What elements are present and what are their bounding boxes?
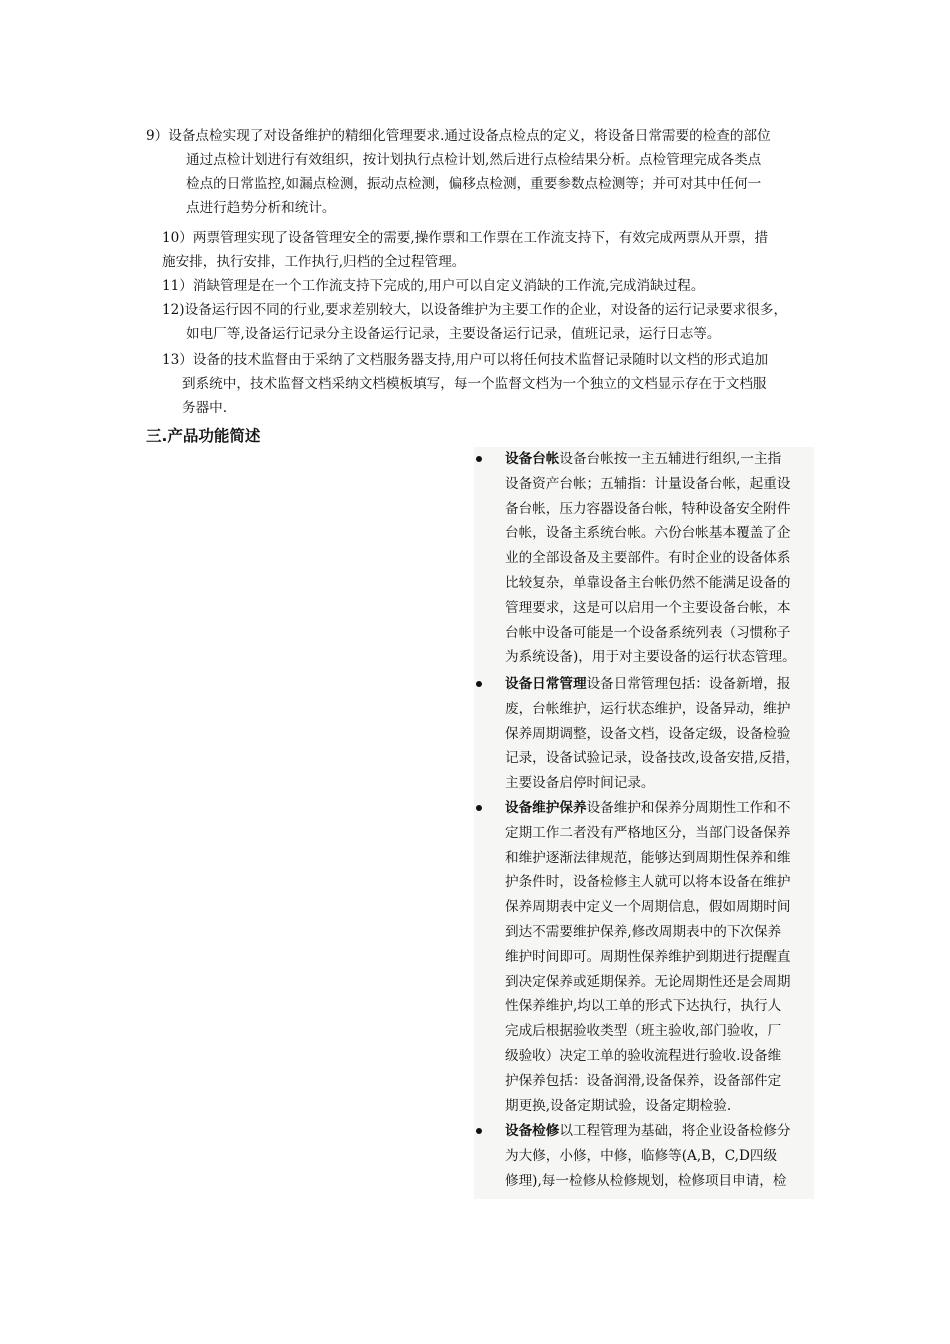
paragraph-13 [162, 348, 822, 420]
text-line: 12)设备运行因不同的行业,要求差别较大，以设备维护为主要工作的企业，对设备的运行记录要求很多， [162, 302, 788, 318]
feature-text: 维护时间即可。周期性保养维护到期进行提醒直 [505, 948, 791, 965]
feature-text: 性保养维护,均以工单的形式下达执行，执行人 [505, 998, 782, 1015]
text-line: 到系统中，技术监督文档采纳文档模板填写，每一个监督文档为一个独立的文档显示存在于文档服 [182, 376, 767, 392]
feature-title: 设备台帐 [505, 451, 560, 467]
bullet-icon [476, 456, 482, 462]
feature-text: 完成后根据验收类型（班主验收,部门验收，厂 [505, 1023, 782, 1040]
feature-title: 设备日常管理 [505, 676, 587, 692]
feature-item-equipment-ledger [474, 447, 814, 670]
feature-text: 和维护逐渐法律规范，能够达到周期性保养和维 [505, 849, 791, 866]
feature-text: 定期工作二者没有严格地区分，当部门设备保养 [505, 824, 791, 841]
feature-text: 业的全部设备及主要部件。有时企业的设备体系 [505, 550, 791, 567]
feature-list [474, 447, 814, 1199]
paragraph-9 [146, 124, 816, 220]
text-line: 点进行趋势分析和统计。 [186, 200, 336, 216]
paragraph-11 [162, 274, 822, 298]
feature-text: 保养周期表中定义一个周期信息，假如周期时间 [505, 899, 791, 916]
text-line: 务器中. [182, 400, 228, 416]
bullet-icon [476, 1128, 482, 1134]
feature-text: 以工程管理为基础，将企业设备检修分 [559, 1123, 791, 1139]
text-line: 11）消缺管理是在一个工作流支持下完成的,用户可以自定义消缺的工作流,完成消缺过程。 [162, 278, 705, 294]
feature-text: 保养周期调整，设备文档，设备定级，设备检验 [505, 725, 791, 742]
text-line: 检点的日常监控,如漏点检测，振动点检测，偏移点检测，重要参数点检测等；并可对其中任何一 [186, 176, 762, 192]
feature-text: 设备台帐按一主五辅进行组织,一主指 [559, 451, 782, 467]
feature-text: 备台帐，压力容器设备台帐，特种设备安全附件 [505, 500, 791, 517]
section-heading: 三.产品功能简述 [146, 427, 261, 445]
bullet-icon [476, 805, 482, 811]
feature-text: 设备维护和保养分周期性工作和不 [586, 800, 791, 816]
text-line: 施安排，执行安排，工作执行,归档的全过程管理。 [162, 254, 466, 270]
feature-text: 记录，设备试验记录，设备技改,设备安措,反措， [505, 750, 800, 767]
feature-text: 主要设备启停时间记录。 [505, 775, 655, 792]
feature-text: 为系统设备)，用于对主要设备的运行状态管理。 [505, 649, 796, 666]
feature-text: 期更换,设备定期试验，设备定期检验. [505, 1097, 732, 1114]
feature-text: 台帐，设备主系统台帐。六份台帐基本覆盖了企 [505, 525, 791, 542]
feature-text: 设备日常管理包括：设备新增，报 [586, 676, 791, 692]
text-line: 13）设备的技术监督由于采纳了文档服务器支持,用户可以将任何技术监督记录随时以文档的形式追加 [162, 352, 769, 368]
feature-text: 修理),每一检修从检修规划，检修项目申请，检 [505, 1172, 787, 1189]
feature-text: 台帐中设备可能是一个设备系统列表（习惯称子 [505, 624, 791, 641]
feature-text: 管理要求，这是可以启用一个主要设备台帐，本 [505, 599, 791, 616]
feature-text: 比较复杂，单靠设备主台帐仍然不能满足设备的 [505, 574, 791, 591]
feature-item-daily-management [474, 672, 814, 796]
feature-text: 到决定保养或延期保养。无论周期性还是会周期 [505, 973, 791, 990]
feature-title: 设备检修 [505, 1123, 560, 1139]
feature-text: 护保养包括：设备润滑,设备保养，设备部件定 [505, 1072, 782, 1089]
text-line: 如电厂等,设备运行记录分主设备运行记录，主要设备运行记录，值班记录，运行日志等。 [186, 326, 721, 342]
text-line: 10）两票管理实现了设备管理安全的需要,操作票和工作票在工作流支持下，有效完成两票从开票，措 [162, 230, 769, 246]
bullet-icon [476, 681, 482, 687]
feature-text: 设备资产台帐；五辅指：计量设备台帐，起重设 [505, 475, 791, 492]
feature-text: 护条件时，设备检修主人就可以将本设备在维护 [505, 874, 791, 891]
paragraph-12 [162, 298, 822, 346]
feature-title: 设备维护保养 [505, 800, 587, 816]
text-line: 9）设备点检实现了对设备维护的精细化管理要求.通过设备点检点的定义，将设备日常需要的检查的部位 [146, 128, 771, 144]
paragraph-10 [162, 226, 822, 274]
feature-text: 为大修，小修，中修，临修等(A,B，C,D四级 [505, 1147, 778, 1164]
feature-item-maintenance [474, 796, 814, 1118]
feature-text: 废，台帐维护，运行状态维护，设备异动，维护 [505, 700, 791, 717]
feature-text: 到达不需要维护保养,修改周期表中的下次保养 [505, 923, 782, 940]
feature-text: 级验收）决定工单的验收流程进行验收.设备维 [505, 1047, 782, 1064]
text-line: 通过点检计划进行有效组织，按计划执行点检计划,然后进行点检结果分析。点检管理完成各类点 [186, 152, 762, 168]
feature-item-overhaul [474, 1119, 814, 1193]
